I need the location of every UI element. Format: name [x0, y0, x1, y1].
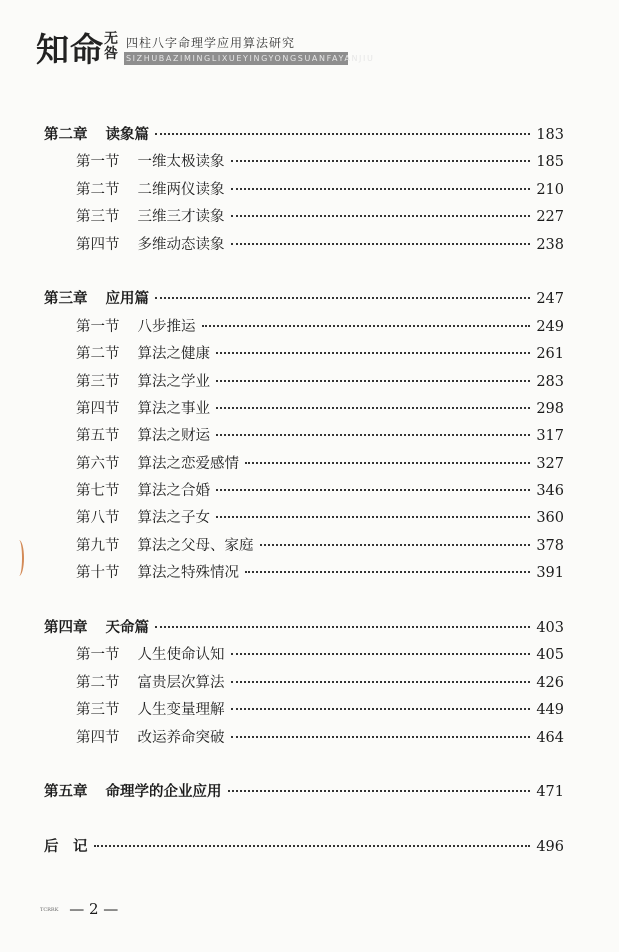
toc-entry-title: 算法之合婚 — [137, 483, 210, 500]
toc-page-number: 426 — [536, 674, 564, 691]
toc-entry-title: 算法之健康 — [137, 346, 210, 363]
toc-entry-title: 算法之恋爱感情 — [137, 455, 239, 472]
series-logo: 知命 — [36, 30, 104, 69]
toc-entry-label: 第二章 — [44, 127, 88, 143]
toc-chapter-entry[interactable] — [44, 779, 564, 806]
toc-entry-title: 多维动态读象 — [137, 236, 225, 253]
dot-leader — [155, 626, 530, 628]
toc-chapter-entry[interactable] — [44, 122, 564, 149]
toc-entry-title: 算法之财运 — [137, 428, 210, 445]
toc-page-number: 496 — [536, 839, 564, 856]
toc-entry-label: 第三节 — [76, 702, 120, 719]
toc-entry-label: 第四章 — [44, 620, 88, 637]
dot-leader — [155, 133, 530, 135]
dot-leader — [231, 188, 531, 190]
toc-entry-title: 读象篇 — [105, 127, 149, 143]
toc-section-entry[interactable] — [44, 725, 564, 752]
toc-spacer — [44, 259, 564, 286]
toc-section-entry[interactable] — [44, 396, 564, 423]
toc-entry-title: 一维太极读象 — [137, 154, 225, 171]
toc-page-number: 283 — [536, 373, 564, 390]
toc-section-entry[interactable] — [44, 232, 564, 259]
toc-entry-title: 人生使命认知 — [137, 647, 225, 664]
toc-chapter-entry[interactable] — [44, 615, 564, 642]
toc-entry-label: 第五章 — [44, 784, 88, 801]
toc-entry-label: 第四节 — [76, 400, 120, 417]
toc-entry-label: 第三节 — [76, 209, 120, 226]
toc-entry-label: 第一节 — [76, 318, 120, 335]
toc-page-number: 261 — [536, 346, 564, 363]
toc-page-number: 360 — [536, 510, 564, 527]
toc-page-number: 317 — [536, 428, 564, 445]
toc-page-number: 247 — [536, 291, 564, 308]
toc-entry-label: 第九节 — [76, 537, 120, 554]
toc-section-entry[interactable] — [44, 177, 564, 204]
toc-entry-label: 第三章 — [44, 291, 88, 308]
toc-entry-label: 第一节 — [76, 154, 120, 171]
dot-leader — [155, 297, 530, 299]
dot-leader — [216, 352, 530, 354]
toc-entry-label: 第四节 — [76, 729, 120, 746]
dot-leader — [231, 708, 531, 710]
dot-leader — [216, 407, 530, 409]
book-title: 四柱八字命理学应用算法研究 — [126, 36, 296, 50]
dot-leader — [216, 516, 530, 518]
page-number: — 2 — — [69, 900, 119, 918]
toc-section-entry[interactable] — [44, 314, 564, 341]
toc-entry-title: 算法之特殊情况 — [137, 565, 239, 582]
toc-page-number: 227 — [536, 209, 564, 226]
toc-page-number: 238 — [536, 236, 564, 253]
toc-page-number: 249 — [536, 318, 564, 335]
toc-entry-title: 算法之子女 — [137, 510, 210, 527]
toc-page-number: 405 — [536, 647, 564, 664]
toc-page-number: 327 — [536, 455, 564, 472]
running-header — [36, 30, 375, 76]
toc-entry-label: 第六节 — [76, 455, 120, 472]
dot-leader — [231, 215, 531, 217]
toc-page-number: 185 — [536, 154, 564, 171]
toc-section-entry[interactable] — [44, 423, 564, 450]
toc-chapter-entry[interactable] — [44, 286, 564, 313]
toc-section-entry[interactable] — [44, 697, 564, 724]
toc-page-number: 464 — [536, 729, 564, 746]
dot-leader — [216, 434, 530, 436]
scan-bracket-mark — [14, 540, 24, 576]
toc-entry-label: 第五节 — [76, 428, 120, 445]
toc-section-entry[interactable] — [44, 505, 564, 532]
toc-entry-label: 第四节 — [76, 236, 120, 253]
toc-section-entry[interactable] — [44, 341, 564, 368]
toc-entry-label: 第一节 — [76, 647, 120, 664]
dot-leader — [231, 736, 531, 738]
dot-leader — [216, 380, 530, 382]
toc-section-entry[interactable] — [44, 670, 564, 697]
toc-spacer — [44, 752, 564, 779]
toc-entry-label: 第七节 — [76, 483, 120, 500]
toc-entry-label: 第二节 — [76, 346, 120, 363]
toc-section-entry[interactable] — [44, 204, 564, 231]
toc-page-number: 378 — [536, 537, 564, 554]
dot-leader — [231, 160, 531, 162]
toc-section-entry[interactable] — [44, 451, 564, 478]
toc-entry-title: 富贵层次算法 — [137, 674, 225, 691]
toc-page-number: 346 — [536, 483, 564, 500]
toc-section-entry[interactable] — [44, 478, 564, 505]
toc-entry-title: 三维三才读象 — [137, 209, 225, 226]
toc-entry-title: 八步推运 — [137, 318, 196, 335]
table-of-contents — [44, 122, 564, 862]
footer-mark: TCRRK — [40, 907, 59, 913]
toc-page-number: 471 — [536, 784, 564, 801]
toc-entry-title: 二维两仪读象 — [137, 181, 225, 198]
toc-entry-title: 算法之事业 — [137, 400, 210, 417]
toc-spacer — [44, 807, 564, 834]
toc-chapter-entry[interactable] — [44, 834, 564, 861]
toc-page-number: 391 — [536, 565, 564, 582]
toc-page-number: 298 — [536, 400, 564, 417]
pinyin-banner: SIZHUBAZIMINGLIXUEYINGYONGSUANFAYANJIU — [126, 54, 375, 63]
dot-leader — [231, 681, 531, 683]
page-footer — [40, 900, 118, 918]
dot-leader — [94, 845, 531, 847]
toc-entry-title: 人生变量理解 — [137, 702, 225, 719]
dot-leader — [245, 571, 530, 573]
toc-section-entry[interactable] — [44, 642, 564, 669]
dot-leader — [228, 790, 531, 792]
toc-page-number: 183 — [536, 127, 564, 143]
toc-section-entry[interactable] — [44, 560, 564, 587]
dot-leader — [231, 653, 531, 655]
toc-entry-label: 第二节 — [76, 181, 120, 198]
toc-entry-title: 应用篇 — [105, 291, 149, 308]
toc-section-entry[interactable] — [44, 533, 564, 560]
toc-entry-title: 改运养命突破 — [137, 729, 225, 746]
toc-page-number: 210 — [536, 181, 564, 198]
dot-leader — [231, 243, 531, 245]
toc-entry-title: 命理学的企业应用 — [105, 784, 222, 801]
toc-entry-label: 第八节 — [76, 510, 120, 527]
toc-page-number: 403 — [536, 620, 564, 637]
toc-spacer — [44, 588, 564, 615]
toc-page-number: 449 — [536, 702, 564, 719]
toc-entry-label: 第三节 — [76, 373, 120, 390]
toc-entry-title: 算法之父母、家庭 — [137, 537, 254, 554]
toc-entry-title: 天命篇 — [105, 620, 149, 637]
dot-leader — [245, 462, 530, 464]
series-logo-sub: 无 咎 — [104, 31, 118, 62]
toc-entry-label: 第二节 — [76, 674, 120, 691]
dot-leader — [216, 489, 530, 491]
toc-entry-title: 算法之学业 — [137, 373, 210, 390]
dot-leader — [260, 544, 531, 546]
toc-section-entry[interactable] — [44, 149, 564, 176]
toc-entry-label: 后 记 — [44, 839, 88, 856]
toc-section-entry[interactable] — [44, 369, 564, 396]
toc-entry-label: 第十节 — [76, 565, 120, 582]
dot-leader — [202, 325, 531, 327]
